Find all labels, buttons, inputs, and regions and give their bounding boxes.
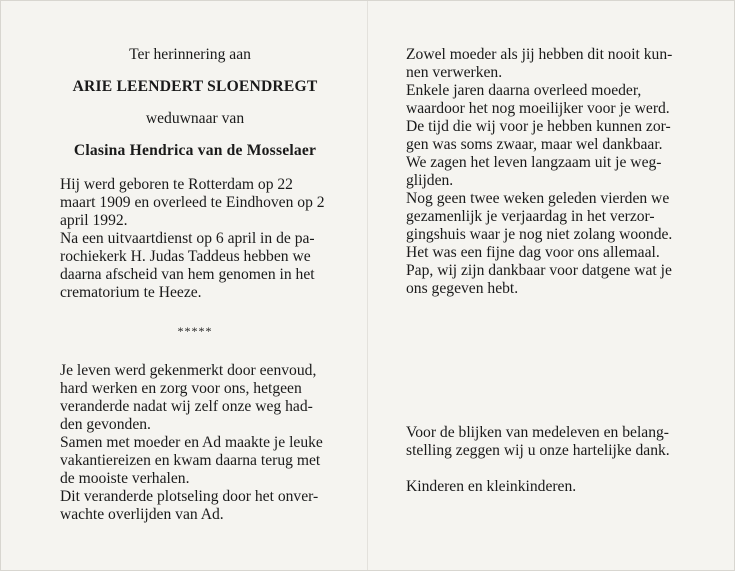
memory-paragraph: [60, 362, 330, 524]
text-line: nen verwerken.: [406, 64, 503, 81]
text-line: daarna afscheid van hem genomen in het: [60, 266, 315, 283]
fold-line: [367, 1, 368, 570]
text-line: Pap, wij zijn dankbaar voor datgene wat je: [406, 262, 672, 279]
text-line: vakantiereizen en kwam daarna terug met: [60, 452, 321, 469]
text-line: We zagen het leven langzaam uit je weg-: [406, 154, 662, 171]
text-line: Na een uitvaartdienst op 6 april in de pa-: [60, 230, 315, 247]
text-line: Voor de blijken van medeleven en belang-: [406, 424, 669, 441]
text-line: rochiekerk H. Judas Taddeus hebben we: [60, 248, 311, 265]
text-line: De tijd die wij voor je hebben kunnen zor-: [406, 118, 671, 135]
thanks-paragraph: [406, 424, 689, 460]
text-line: glijden.: [406, 172, 454, 189]
text-line: Samen met moeder en Ad maakte je leuke: [60, 434, 323, 451]
separator-stars: *****: [177, 324, 213, 338]
text-line: gingshuis waar je nog niet zolang woonde.: [406, 226, 673, 243]
text-line: ons gegeven hebt.: [406, 280, 519, 297]
text-line: Zowel moeder als jij hebben dit nooit kun-: [406, 46, 673, 63]
spouse-name: Clasina Hendrica van de Mosselaer: [73, 142, 317, 159]
deceased-name: ARIE LEENDERT SLOENDREGT: [72, 78, 318, 95]
text-line: waardoor het nog moeilijker voor je werd.: [406, 100, 670, 117]
text-line: Je leven werd gekenmerkt door eenvoud,: [60, 362, 317, 379]
text-line: Hij werd geboren te Rotterdam op 22: [60, 176, 293, 193]
closing-paragraph: [406, 46, 689, 298]
signature-text: Kinderen en kleinkinderen.: [406, 478, 577, 495]
text-line: den gevonden.: [60, 416, 151, 433]
text-line: wachte overlijden van Ad.: [60, 506, 224, 523]
text-line: Dit veranderde plotseling door het onver-: [60, 488, 319, 505]
left-column: [60, 46, 330, 524]
relation-text: weduwnaar van: [145, 110, 245, 127]
text-line: april 1992.: [60, 212, 128, 229]
text-line: Nog geen twee weken geleden vierden we: [406, 190, 670, 207]
text-line: crematorium te Heeze.: [60, 284, 202, 301]
text-line: Het was een fijne dag voor ons allemaal.: [406, 244, 660, 261]
right-column: [406, 46, 689, 496]
text-line: hard werken en zorg voor ons, hetgeen: [60, 380, 302, 397]
text-line: veranderde nadat wij zelf onze weg had-: [60, 398, 313, 415]
text-line: gen was soms zwaar, maar wel dankbaar.: [406, 136, 663, 153]
text-line: Enkele jaren daarna overleed moeder,: [406, 82, 642, 99]
text-line: stelling zeggen wij u onze hartelijke dank.: [406, 442, 670, 459]
text-line: maart 1909 en overleed te Eindhoven op 2: [60, 194, 325, 211]
text-line: de mooiste verhalen.: [60, 470, 190, 487]
intro-text: Ter herinnering aan: [129, 46, 251, 63]
bio-paragraph: [60, 176, 330, 302]
text-line: gezamenlijk je verjaardag in het verzor-: [406, 208, 655, 225]
